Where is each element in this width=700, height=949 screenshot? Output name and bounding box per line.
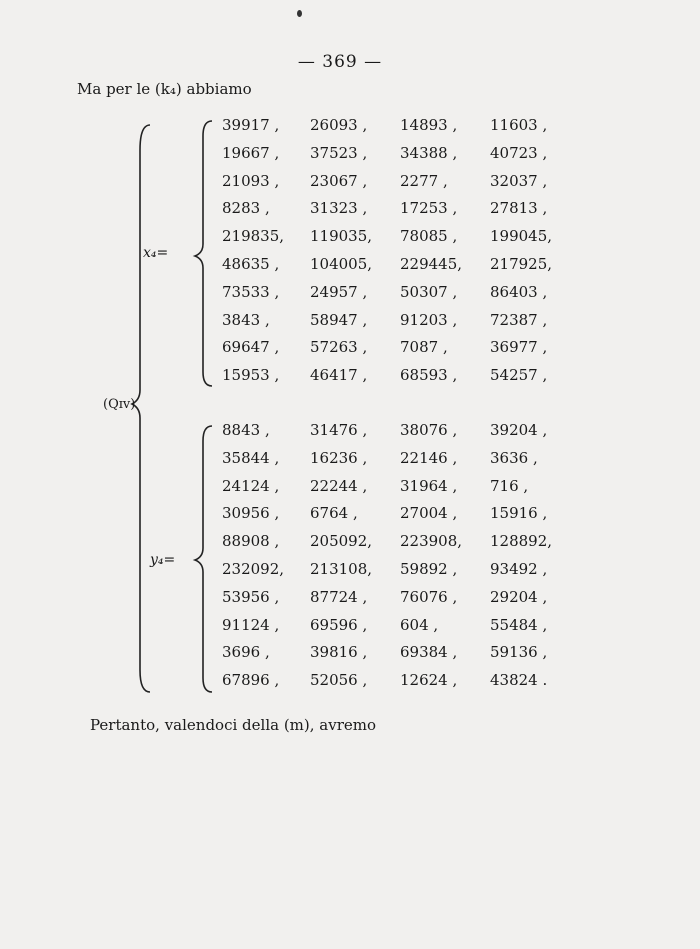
value-cell: 31964 , bbox=[400, 476, 458, 495]
value-cell: 17253 , bbox=[400, 199, 458, 218]
value-cell: 69647 , bbox=[222, 338, 280, 357]
value-cell: 15916 , bbox=[490, 504, 548, 523]
value-cell: 76076 , bbox=[400, 587, 458, 606]
value-cell: 14893 , bbox=[400, 116, 458, 134]
intro-text: Ma per le (k₄) abbiamo bbox=[77, 80, 252, 98]
value-cell: 69384 , bbox=[400, 643, 458, 662]
value-cell: 205092, bbox=[310, 532, 373, 551]
value-cell: 72387 , bbox=[490, 310, 548, 329]
value-cell: 73533 , bbox=[222, 282, 280, 301]
value-cell: 40723 , bbox=[490, 143, 548, 162]
value-cell: 91203 , bbox=[400, 310, 458, 329]
value-cell: 6764 , bbox=[310, 504, 358, 523]
value-cell: 229445, bbox=[400, 254, 463, 273]
value-cell: 54257 , bbox=[490, 366, 548, 385]
value-cell: 3696 , bbox=[222, 643, 270, 662]
value-cell: 69596 , bbox=[310, 615, 368, 634]
value-cell: 8843 , bbox=[222, 421, 270, 439]
value-cell: 34388 , bbox=[400, 143, 458, 162]
value-cell: 24124 , bbox=[222, 476, 280, 495]
value-cell: 78085 , bbox=[400, 227, 458, 246]
value-cell: 8283 , bbox=[222, 199, 270, 218]
y-label: y₄= bbox=[150, 552, 176, 568]
value-cell: 36977 , bbox=[490, 338, 548, 357]
value-cell: 27004 , bbox=[400, 504, 458, 523]
x-label: x₄= bbox=[143, 245, 169, 261]
value-cell: 219835, bbox=[222, 227, 285, 246]
value-cell: 31476 , bbox=[310, 421, 368, 439]
y-brace bbox=[195, 426, 212, 692]
value-cell: 232092, bbox=[222, 559, 285, 578]
value-cell: 32037 , bbox=[490, 171, 548, 190]
value-cell: 39917 , bbox=[222, 116, 280, 134]
value-cell: 35844 , bbox=[222, 448, 280, 467]
page-number: — 369 — bbox=[297, 52, 383, 72]
value-cell: 22146 , bbox=[400, 448, 458, 467]
value-cell: 716 , bbox=[490, 476, 529, 495]
value-cell: 88908 , bbox=[222, 532, 280, 551]
value-cell: 217925, bbox=[490, 254, 553, 273]
value-cell: 12624 , bbox=[400, 671, 458, 690]
value-cell: 21093 , bbox=[222, 171, 280, 190]
value-cell: 604 , bbox=[400, 615, 439, 634]
value-cell: 30956 , bbox=[222, 504, 280, 523]
value-cell: 104005, bbox=[310, 254, 373, 273]
value-cell: 50307 , bbox=[400, 282, 458, 301]
value-cell: 58947 , bbox=[310, 310, 368, 329]
value-cell: 15953 , bbox=[222, 366, 280, 385]
value-cell: 22244 , bbox=[310, 476, 368, 495]
outro-text: Pertanto, valendoci della (m), avremo bbox=[90, 716, 377, 734]
value-cell: 128892, bbox=[490, 532, 553, 551]
value-cell: 59892 , bbox=[400, 559, 458, 578]
value-cell: 37523 , bbox=[310, 143, 368, 162]
value-cell: 3636 , bbox=[490, 448, 538, 467]
value-cell: 91124 , bbox=[222, 615, 280, 634]
value-cell: 7087 , bbox=[400, 338, 448, 357]
value-cell: 223908, bbox=[400, 532, 463, 551]
value-cell: 119035, bbox=[310, 227, 373, 246]
value-cell: 55484 , bbox=[490, 615, 548, 634]
system-label: (Qɪᴠ) bbox=[103, 397, 136, 412]
value-cell: 48635 , bbox=[222, 254, 280, 273]
value-cell: 68593 , bbox=[400, 366, 458, 385]
value-cell: 86403 , bbox=[490, 282, 548, 301]
value-cell: 199045, bbox=[490, 227, 553, 246]
value-cell: 213108, bbox=[310, 559, 373, 578]
value-cell: 23067 , bbox=[310, 171, 368, 190]
value-cell: 39816 , bbox=[310, 643, 368, 662]
value-cell: 29204 , bbox=[490, 587, 548, 606]
value-cell: 27813 , bbox=[490, 199, 548, 218]
value-cell: 46417 , bbox=[310, 366, 368, 385]
value-cell: 24957 , bbox=[310, 282, 368, 301]
value-cell: 87724 , bbox=[310, 587, 368, 606]
value-cell: 57263 , bbox=[310, 338, 368, 357]
value-cell: 16236 , bbox=[310, 448, 368, 467]
value-cell: 93492 , bbox=[490, 559, 548, 578]
x-brace bbox=[195, 121, 212, 386]
value-cell: 2277 , bbox=[400, 171, 448, 190]
value-cell: 31323 , bbox=[310, 199, 368, 218]
value-cell: 39204 , bbox=[490, 421, 548, 439]
value-cell: 19667 , bbox=[222, 143, 280, 162]
value-cell: 3843 , bbox=[222, 310, 270, 329]
value-cell: 53956 , bbox=[222, 587, 280, 606]
value-cell: 52056 , bbox=[310, 671, 368, 690]
value-cell: 67896 , bbox=[222, 671, 280, 690]
value-cell: 43824 . bbox=[490, 671, 548, 690]
value-cell: 11603 , bbox=[490, 116, 548, 134]
value-cell: 26093 , bbox=[310, 116, 368, 134]
value-cell: 38076 , bbox=[400, 421, 458, 439]
value-cell: 59136 , bbox=[490, 643, 548, 662]
